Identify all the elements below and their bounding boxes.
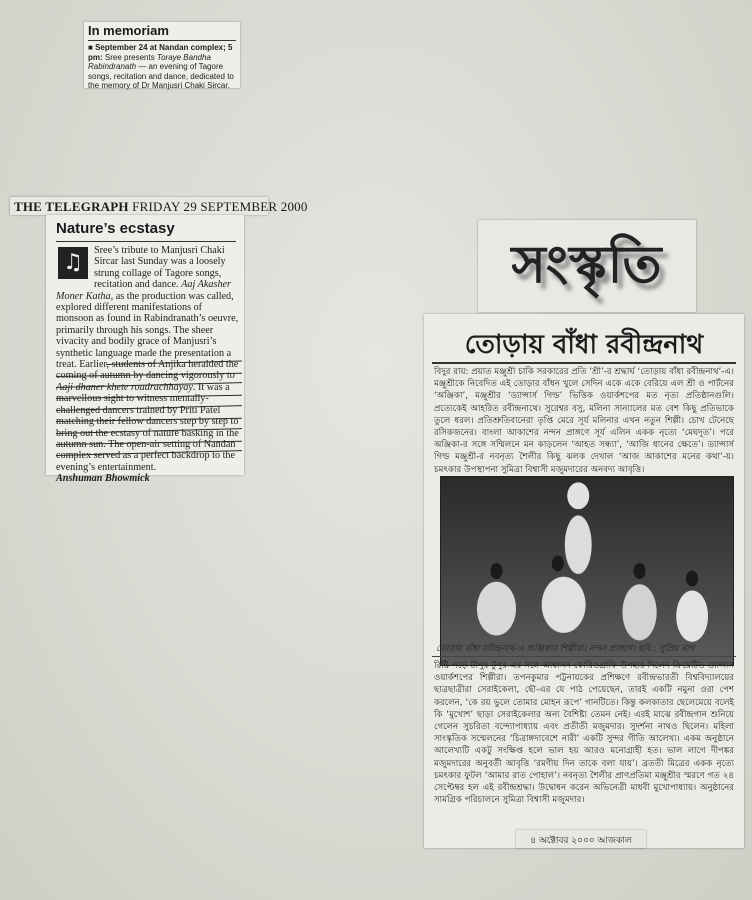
telegraph-masthead — [10, 197, 308, 215]
memoriam-date: September 24 at Nandan complex; 5 pm: — [88, 43, 233, 62]
caption-rule — [432, 656, 736, 657]
masthead-paper: THE TELEGRAPH — [14, 199, 129, 214]
byline: Anshuman Bhowmick — [56, 473, 150, 485]
body-part-3: . It was a marvellous sight to witness mentally-challenged dancers trained by Priti Patel matching their fellow dancers step by step to bring out the ecstasy of nature basking in the autumn sun. The open-air setting of Nandan complex served as a perfect backdrop to the evening’s entertainment. — [56, 381, 239, 473]
dateline-text: ৪ অক্টোবর ২০০০ আজকাল — [530, 836, 632, 846]
memoriam-title: Toraye Bandha Rabindranath — [88, 52, 211, 72]
memoriam-text: Sree presents — [102, 52, 157, 62]
telegraph-article — [46, 215, 244, 485]
memoriam-rule — [88, 40, 236, 41]
body-part-1: Sree’s tribute to Manjusri Chaki Sircar last Sunday was a loosely strung collage of Tagore songs, recitation and dance. — [94, 245, 226, 291]
body-part-2: , as the production was called, explored different manifestations of monsoon as found in Rabindranath’s oeuvre, primarily through his songs. The sheer vivacity and bodily grace of Manjusri’s synthetic language made the presentation a treat. Earlier, students of Anjika heralded the coming of autumn by dancing vigorously to — [56, 290, 239, 382]
photo-caption: তোড়ায় বাঁধা রবীন্দ্রনাথ-এ অঞ্জিকার শিল্পীরা। নন্দন প্রাঙ্গণে। ছবি : সুপ্রিয় নাগ — [436, 644, 695, 654]
section-banner — [478, 220, 696, 312]
music-note-icon: ♫ — [58, 247, 88, 279]
body-title-2: Aaji dhaner khete roudrachhayay — [56, 381, 193, 393]
article-title: Nature’s ecstasy — [56, 220, 175, 237]
title-rule — [56, 241, 236, 242]
body-title-1: Aaj Akasher Moner Katha — [56, 279, 232, 302]
masthead-text — [14, 199, 308, 215]
bengali-headline: তোড়ায় বাঁধা রবীন্দ্রনাথ — [464, 330, 704, 360]
in-memoriam-clipping — [84, 22, 240, 91]
bengali-paragraph-top: বিদুর রায়: প্রয়াত মঞ্জুশ্রী চাকি সরকারের প্রতি ‘শ্রী’-র শ্রদ্ধার্ঘ ‘তোড়ায় বাঁধা রবীন্দ্রনাথ’-এ। মঞ্জুশ্রীকে নিবেদিত এই তোড়ার বাঁধন খুলে সেদিন একে একে বেরিয়ে এল শ্রী ও পার্টনের ‘অঞ্জিকা’, মঞ্জুশ্রীর ‘ড্যান্সার্স গিল্ড’ ভিত্তিক ওয়ার্কশপের মত নৃত্য প্রতিষ্ঠানগুলি। প্রত্যেকেই আহরিত রবীন্দ্রনাথে। সুরেশ্বর বসু, মলিনা সান্যালের মত বেশ কিছু প্রতিভাকে তুলে ধরল। প্রতিশ্রুতিবানেরা তৃপ্তি মেরে সূর্য মলিনার এখন নতুন শিল্পী। চোখ টেনেছে রসিকজনের। বাংলা আকাশের নন্দন প্রাঙ্গণে সূর্য এলিন একক নৃত্যে ‘মেঘদূত’। পরে অঞ্জিকা-র সঙ্গে সম্মিলনে মন কাড়লেন ‘আহত সন্ধ্যা’, ‘আজি ধানের ক্ষেতে’। ড্যান্সার্স গিল্ড মঞ্জুশ্রী-র নবনৃত্য শৈলীর কিছু ঝলক দেখাল ‘আজ আকাশের মনের কথা’-য়। চমৎকার উপস্থাপনা সুমিত্রা বিশ্বাসী মজুমদারের অনবদ্য আবৃত্তি। — [434, 367, 734, 475]
article-body — [56, 245, 240, 485]
masthead-date: FRIDAY 29 SEPTEMBER 2000 — [132, 199, 308, 214]
bengali-article — [424, 314, 744, 848]
memoriam-heading: In memoriam — [88, 23, 169, 38]
dance-photo — [440, 476, 734, 666]
memoriam-rest: — an evening of Tagore songs, recitation and dance, dedicated to the memory of Dr Manjusri Chaki Sircar. — [88, 62, 234, 91]
newspaper-dateline — [516, 830, 646, 848]
bengali-paragraph-bottom: রিষ্টি পড়ে টাপুর টুপুর-এর সঙ্গে আশ্বাসন কোরিওগ্রাফি উপহার দিলেন ক্রিয়েটিভ ড্যান্সার্স ওয়ার্কশপের শিল্পীরা। তপনকুমার পট্টনায়কের প্রশিক্ষণে রবীন্দ্রভারতী বিশ্ববিদ্যালয়ের ছাত্রছাত্রীরা সেরাইকেলা, ছৌ-এর যে পাঠ পেয়েছেন, তারই একটি নমুনা ওরা পেশ করলেন, ‘কে রয় ভুলে তোমার মোহন রূপে’ গানটিতে। কিন্তু কলকাতার ছেলেমেয়ে বলেই কি ‘মুখোশ’ ছাড়া সেরাইকেলার অন্য বৈশিষ্ট্য তেমন নেই। এরই মাঝে রবীন্দ্রগান শুনিয়ে গেলেন সুচরিতা বন্দ্যোপাধ্যায় এবং প্রতীতী মজুমদার। সুদর্শনা নাথও ছিলেন। মহিলা সাংস্কৃতিক সম্মেলনের ‘চিত্রাঙ্গদাবেশে নারী’ একটি সুন্দর গীতি আলেখ্য। একম অনুষ্ঠানে আলেখ্যটি একটু সংক্ষিপ্ত হলে ভাল হয় আরও মনোগ্রাহী হত। ভাল লাগে দীপঙ্কর মজুমদারের অনুবর্তী আবৃত্তি ‘রমণীয় দিন তাকে বলা যায়’। ব্রততী মিত্রের একক নৃত্যে চমৎকার ফুটল ‘আমার রাত পোহাল’। নবনৃত্য শৈলীর প্রাণপ্রতিমা মঞ্জুশ্রীর স্মরণে গত ২৪ সেপ্টেম্বর হল এই রবীন্দ্রশ্রদ্ধা। উদ্বোধন করেন অভিনেত্রী মাধবী মুখোপাধ্যায়। অনুষ্ঠানের সামগ্রিক পরিচালনে সুমিত্রা বিশ্বাসী মজুমদার। — [434, 661, 734, 806]
headline-rule — [432, 362, 736, 364]
memoriam-body: ■ September 24 at Nandan complex; 5 pm: Sree presents Toraye Bandha Rabindranath — an evening of Tagore songs, recitation and dance, dedicated to the memory of Dr Manjusri Chaki Sircar. — [88, 43, 234, 91]
section-title: সংস্কৃতি — [511, 235, 663, 295]
